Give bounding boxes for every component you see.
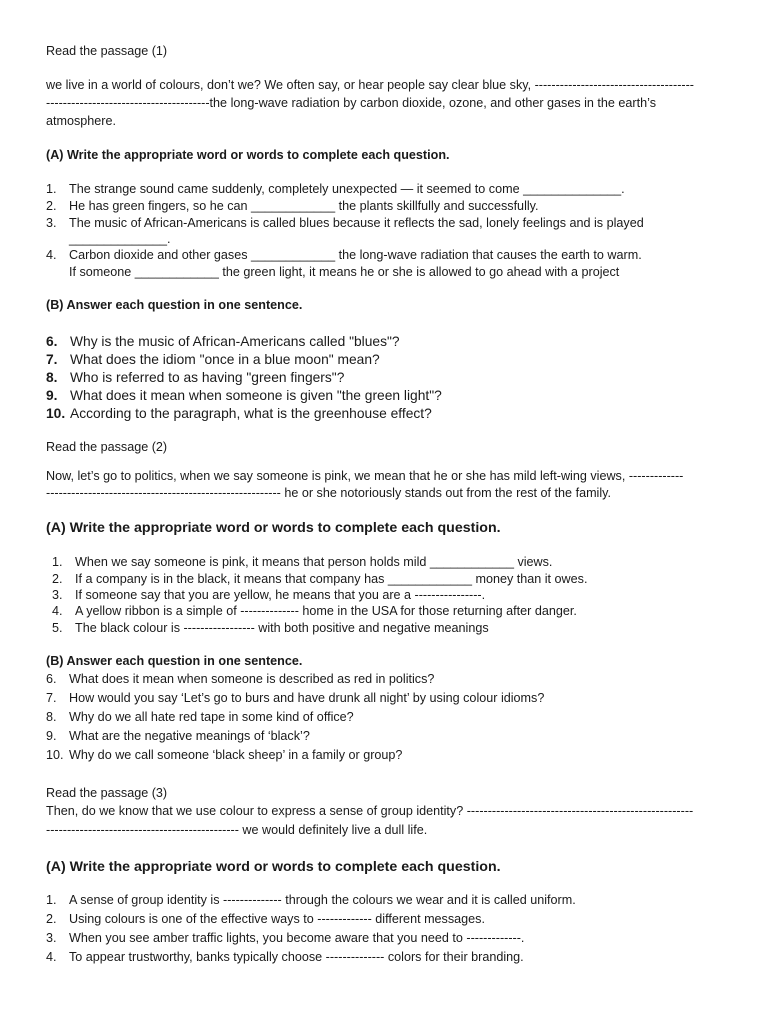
p1b-item7-text: What does the idiom "once in a blue moon" mean? <box>70 352 380 367</box>
p1b-item6-num: 6. <box>46 334 58 349</box>
p1a-item1-text: The strange sound came suddenly, completely unexpected — it seemed to come ______________. <box>69 182 625 196</box>
p3a-item1-text: A sense of group identity is -------------- through the colours we wear and it is called uniform. <box>69 893 576 907</box>
p2a-item3-text: If someone say that you are yellow, he means that you are a ----------------. <box>75 588 486 602</box>
p2b-item6-text: What does it mean when someone is described as red in politics? <box>69 672 435 686</box>
p3a-item1-num: 1. <box>46 893 57 907</box>
p3a-item4-text: To appear trustworthy, banks typically choose -------------- colors for their branding. <box>69 950 524 964</box>
p3a-item2-num: 2. <box>46 912 57 926</box>
passage3-text-line1: Then, do we know that we use colour to express a sense of group identity? ------------------------------------------------------ <box>46 804 694 818</box>
p1a-item5-text: If someone ____________ the green light, it means he or she is allowed to go ahead with a project <box>69 265 620 279</box>
p1a-item3-cont: ______________. <box>69 232 171 246</box>
p1a-item2-text: He has green fingers, so he can ____________ the plants skillfully and successfully. <box>69 199 539 213</box>
p1b-item9-num: 9. <box>46 388 58 403</box>
passage2-text-line1: Now, let’s go to politics, when we say someone is pink, we mean that he or she has mild left-wing views, ------------- <box>46 469 684 483</box>
passage2-sectionB-heading: (B) Answer each question in one sentence. <box>46 654 303 668</box>
p1b-item10-text: According to the paragraph, what is the greenhouse effect? <box>70 406 432 421</box>
p2b-item7-text: How would you say ‘Let’s go to burs and have drunk all night’ by using colour idioms? <box>69 691 545 705</box>
p1b-item10-num: 10. <box>46 406 66 421</box>
p2b-item7-num: 7. <box>46 691 57 705</box>
p2a-item4-num: 4. <box>52 604 63 618</box>
passage2-title: Read the passage (2) <box>46 440 168 454</box>
p2b-item8-text: Why do we all hate red tape in some kind of office? <box>69 710 354 724</box>
p2a-item1-num: 1. <box>52 555 63 569</box>
p2b-item10-num: 10. <box>46 748 64 762</box>
passage1-sectionB-heading: (B) Answer each question in one sentence. <box>46 298 303 312</box>
p1b-item9-text: What does it mean when someone is given "the green light"? <box>70 388 442 403</box>
passage3-text-line2: ---------------------------------------------- we would definitely live a dull life. <box>46 823 428 837</box>
p1a-item3-num: 3. <box>46 216 57 230</box>
p3a-item3-text: When you see amber traffic lights, you become aware that you need to -------------. <box>69 931 525 945</box>
p1b-item7-num: 7. <box>46 352 58 367</box>
p2b-item9-num: 9. <box>46 729 57 743</box>
passage1-text-line2: ---------------------------------------the long-wave radiation by carbon dioxide, ozone, and other gases in the earth’s <box>46 96 656 110</box>
p2a-item4-text: A yellow ribbon is a simple of -------------- home in the USA for those returning after danger. <box>75 604 577 618</box>
p2a-item2-text: If a company is in the black, it means that company has ____________ money than it owes. <box>75 572 588 586</box>
passage3-title: Read the passage (3) <box>46 786 168 800</box>
passage3-sectionA-heading: (A) Write the appropriate word or words to complete each question. <box>46 859 501 875</box>
p2b-item6-num: 6. <box>46 672 57 686</box>
p2a-item3-num: 3. <box>52 588 63 602</box>
p2a-item2-num: 2. <box>52 572 63 586</box>
p1b-item6-text: Why is the music of African-Americans called "blues"? <box>70 334 400 349</box>
p3a-item3-num: 3. <box>46 931 57 945</box>
p1b-item8-text: Who is referred to as having "green fingers"? <box>70 370 345 385</box>
passage2-text-line2: -------------------------------------------------------- he or she notoriously stands out from the rest of the family. <box>46 486 612 500</box>
p2b-item9-text: What are the negative meanings of ‘black’? <box>69 729 310 743</box>
p1a-item2-num: 2. <box>46 199 57 213</box>
passage2-sectionA-heading: (A) Write the appropriate word or words to complete each question. <box>46 520 501 536</box>
passage1-sectionA-heading: (A) Write the appropriate word or words to complete each question. <box>46 148 450 162</box>
passage1-text-line1: we live in a world of colours, don’t we? We often say, or hear people say clear blue sky, -------------------------------------- <box>46 78 694 92</box>
p1a-item4-num: 4. <box>46 248 57 262</box>
p1a-item4-text: Carbon dioxide and other gases ____________ the long-wave radiation that causes the earth to warm. <box>69 248 642 262</box>
p3a-item2-text: Using colours is one of the effective ways to ------------- different messages. <box>69 912 485 926</box>
p2b-item8-num: 8. <box>46 710 57 724</box>
p2a-item1-text: When we say someone is pink, it means that person holds mild ____________ views. <box>75 555 553 569</box>
p1a-item3-text: The music of African-Americans is called blues because it reflects the sad, lonely feelings and is played <box>69 216 644 230</box>
p1b-item8-num: 8. <box>46 370 58 385</box>
p2a-item5-num: 5. <box>52 621 63 635</box>
p2a-item5-text: The black colour is ----------------- with both positive and negative meanings <box>75 621 489 635</box>
p1a-item1-num: 1. <box>46 182 57 196</box>
passage1-text-line3: atmosphere. <box>46 114 117 128</box>
p2b-item10-text: Why do we call someone ‘black sheep’ in a family or group? <box>69 748 403 762</box>
passage1-title: Read the passage (1) <box>46 44 168 58</box>
p3a-item4-num: 4. <box>46 950 57 964</box>
